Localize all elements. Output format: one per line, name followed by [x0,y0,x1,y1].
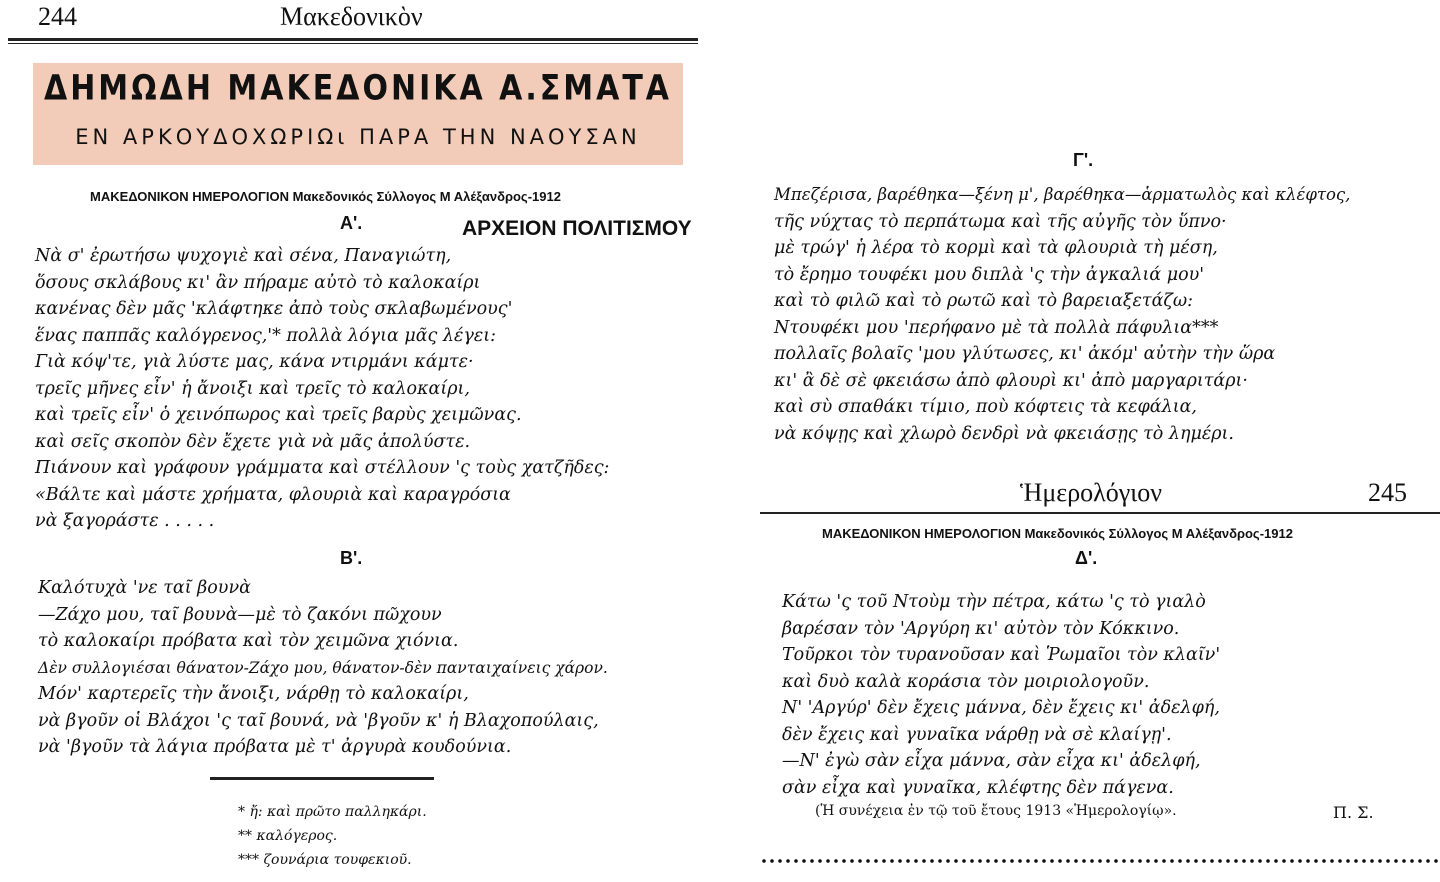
section-d-heading: Δ'. [1075,548,1098,568]
left-page-number: 244 [38,2,77,31]
verse-line: Νὰ σ' ἐρωτήσω ψυχογιὲ καὶ σένα, Παναγιώτη, [35,246,452,266]
verse-line: «Βάλτε καὶ μάστε χρήματα, φλουριὰ καὶ καραγρόσια [35,484,511,505]
verse-line: καὶ σὺ σπαθάκι τίμιο, ποὺ κόφτεις τὰ κεφάλια, [774,397,1197,417]
section-d-verse [782,589,1220,801]
section-a-heading: Α'. [340,213,363,233]
title-banner [33,63,683,165]
continuation-note: (Ἡ συνέχεια ἐν τῷ τοῦ ἔτους 1913 «Ἡμερολογίῳ». [815,803,1177,819]
verse-line: βαρέσαν τὸν 'Αργύρη κι' αὐτὸν τὸν Κόκκινο. [782,618,1180,639]
verse-line: Μπεζέρισα, βαρέθηκα—ξένη μ', βαρέθηκα—ἁρματωλὸς καὶ κλέφτος, [774,185,1351,204]
footnote: ** καλόγερος. [238,828,338,844]
verse-line: Ντουφέκι μου 'περήφανο μὲ τὰ πολλὰ πάφυλια*** [774,317,1219,338]
left-head-rule [8,38,698,41]
source-caption-left: ΜΑΚΕΔΟΝΙΚΟΝ ΗΜΕΡΟΛΟΓΙΟΝ Μακεδονικός Σύλλογος Μ Αλέξανδρος-1912 [90,189,561,204]
verse-line: νὰ 'βγοῦν τὰ λάγια πρόβατα μὲ τ' ἀργυρὰ κουδούνια. [38,737,512,757]
verse-line: τῆς νύχτας τὸ περπάτωμα καὶ τῆς αὐγῆς τὸν ὕπνο· [774,211,1227,232]
verse-line: —Ζάχο μου, ταῖ βουνὰ—μὲ τὸ ζακόνι πῶχουν [38,604,442,625]
section-g-verse [774,182,1350,447]
verse-line: δὲν ἔχεις καὶ γυναῖκα νάρθῃ νὰ σὲ κλαίγῃ'. [782,724,1172,745]
verse-line: καὶ τρεῖς εἶν' ὁ χεινόπωρος καὶ τρεῖς βαρὺς χειμῶνας. [35,405,522,425]
verse-line: Μόν' καρτερεῖς τὴν ἄνοιξι, νάρθῃ τὸ καλοκαίρι, [38,684,469,704]
verse-line: Γιὰ κόψ'τε, γιὰ λύστε μας, κάνα ντιρμάνι κάμτε· [35,352,474,372]
footnote: *** ζουνάρια τουφεκιοῦ. [238,852,412,868]
verse-line: νὰ κόψῃς καὶ χλωρὸ δενδρὶ νὰ φκειάσῃς τὸ λημέρι. [774,423,1234,444]
footnote: * ἤ: καὶ πρῶτο παλληκάρι. [238,804,427,820]
right-head-rule [760,512,1440,514]
dotted-divider [760,857,1440,865]
banner-title: ΔΗΜΩΔΗ ΜΑΚΕΔΟΝΙΚΑ Α.ΣΜΑΤΑ [43,68,673,109]
verse-line: ὅσους σκλάβους κι' ἂν πήραμε αὐτὸ τὸ καλοκαίρι [35,272,481,293]
verse-line: καὶ δυὸ καλὰ κοράσια τὸν μοιριολογοῦν. [782,671,1150,692]
verse-line: πολλαῖς βολαῖς 'μου γλύτωσες, κι' ἀκόμ' αὐτὴν τὴν ὥρα [774,344,1276,364]
footnotes [238,800,427,872]
section-g-heading: Γ'. [1073,150,1094,170]
verse-line: τρεῖς μῆνες εἶν' ἡ ἄνοιξι καὶ τρεῖς τὸ καλοκαίρι, [35,378,470,399]
footnote-rule [210,777,434,780]
source-caption-right: ΜΑΚΕΔΟΝΙΚΟΝ ΗΜΕΡΟΛΟΓΙΟΝ Μακεδονικός Σύλλογος Μ Αλέξανδρος-1912 [822,526,1293,541]
archive-watermark: ΑΡΧΕΙΟΝ ΠΟΛΙΤΙΣΜΟΥ [462,217,692,240]
right-running-head: Ἡμερολόγιον [1020,478,1163,507]
verse-line: Πιάνουν καὶ γράφουν γράμματα καὶ στέλλουν 'ς τοὺς χατζῆδες: [35,458,610,478]
verse-line: ἕνας παππᾶς καλόγρενος,'* πολλὰ λόγια μᾶς λέγει: [35,325,497,346]
verse-line: τὸ ἔρημο τουφέκι μου διπλὰ 'ς τὴν ἀγκαλιά μου' [774,264,1205,285]
verse-line: τὸ καλοκαίρι πρόβατα καὶ τὸν χειμῶνα χιόνια. [38,631,459,651]
verse-line: Ν' 'Αργύρ' δὲν ἔχεις μάννα, δὲν ἔχεις κι' ἀδελφή, [782,698,1220,718]
verse-line: Δὲν συλλογιέσαι θάνατον-Ζάχο μου, θάνατον-δὲν πανταιχαίνεις χάρον. [38,658,608,677]
section-b-verse [38,575,608,761]
left-running-head: Μακεδονικὸν [280,2,423,31]
banner-subtitle: ΕΝ ΑΡΚΟΥΔΟΧΩΡΙΩι ΠΑΡΑ ΤΗΝ ΝΑΟΥΣΑΝ [75,125,641,149]
verse-line: νὰ βγοῦν οἱ Βλάχοι 'ς ταῖ βουνά, νὰ 'βγοῦν κ' ἡ Βλαχοπούλαις, [38,710,599,731]
verse-line: —Ν' ἐγὼ σὰν εἶχα μάννα, σὰν εἶχα κι' ἀδελφή, [782,751,1201,771]
verse-line: καὶ σεῖς σκοπὸν δὲν ἔχετε γιὰ νὰ μᾶς ἀπολύστε. [35,431,471,452]
section-b-heading: Β'. [340,548,363,568]
verse-line: σὰν εἶχα καὶ γυναῖκα, κλέφτης δὲν πάγενα. [782,777,1174,798]
right-page-number: 245 [1368,478,1407,507]
signature: Π. Σ. [1333,803,1374,822]
verse-line: κι' ἂ δὲ σὲ φκειάσω ἀπὸ φλουρὶ κι' ἀπὸ μαργαριτάρι· [774,370,1248,391]
verse-line: Τοῦρκοι τὸν τυρανοῦσαν καὶ Ῥωμαῖοι τὸν κλαῖν' [782,645,1221,665]
verse-line: καὶ τὸ φιλῶ καὶ τὸ ρωτῶ καὶ τὸ βαρειαξετάζω: [774,291,1194,311]
verse-line: Κάτω 'ς τοῦ Ντοὺμ τὴν πέτρα, κάτω 'ς τὸ γιαλὸ [782,592,1206,612]
verse-line: νὰ ξαγοράστε . . . . . [35,511,215,531]
verse-line: μὲ τρώγ' ἡ λέρα τὸ κορμὶ καὶ τὰ φλουριὰ τὴ μέση, [774,238,1218,258]
verse-line: κανένας δὲν μᾶς 'κλάφτηκε ἀπὸ τοὺς σκλαβωμένους' [35,299,513,319]
verse-line: Καλότυχὰ 'νε ταῖ βουνὰ [38,578,251,598]
section-a-verse [35,243,609,535]
left-head-rule-thin [8,43,698,44]
